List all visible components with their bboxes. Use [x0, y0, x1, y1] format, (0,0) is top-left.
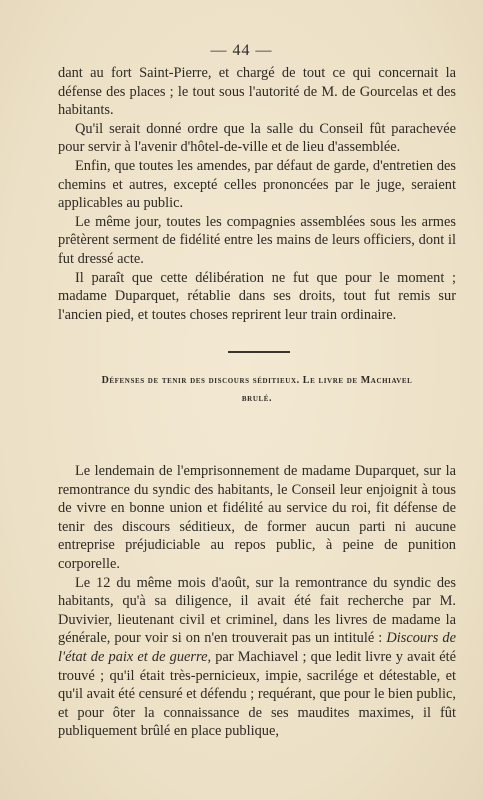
section-heading-line: Défenses de tenir des discours séditieux. Le livre de Machiavel — [101, 375, 413, 386]
paragraph — [58, 574, 456, 741]
paragraph: Enfin, que toutes les amendes, par défaut de garde, d'entretien des chemins et autres, excepté celles prononcées par le juge, seraient applicables au public. — [58, 157, 456, 212]
page-number: — 44 — — [210, 42, 273, 59]
paragraph: dant au fort Saint-Pierre, et chargé de tout ce qui concernait la défense des places ; le tout sous l'autorité de M. de Gourcelas et des habitants. — [58, 65, 456, 119]
section-divider — [228, 351, 290, 353]
body-text-bottom — [58, 462, 456, 741]
section-heading-line: brulé. — [241, 393, 273, 404]
paragraph: Le même jour, toutes les compagnies assemblées sous les armes prêtèrent serment de fidélité entre les mains de leurs officiers, dont il fut dressé acte. — [58, 213, 456, 267]
paragraph-text: , par Machiavel ; que ledit livre y avait été trouvé ; qu'il était très-pernicieux, impie, sacrilége et détestable, et qu'il avait été censuré et défendu ; requérant, que pour le bien public, et pour ôter la connaissance de ses maudites maximes, il fût publiquement brûlé en place publique, — [58, 648, 456, 740]
paragraph: Le lendemain de l'emprisonnement de madame Duparquet, sur la remontrance du syndic des habitants, le Conseil leur enjoignit à tous de vivre en bonne union et fidélité au service du roi, fit défense de tenir des discours séditieux, de former aucun parti ni aucune entreprise préjudiciable au repos public, à peine de punition corporelle. — [58, 463, 456, 572]
paragraph-text: Le 12 du même mois d'août, sur la remontrance du syndic des habitants, qu'à sa diligence, il avait été fait recherche par M. Duvivier, lieutenant civil et criminel, dans les livres de madame la générale, pour voir si on n'en trouverait pas un intitulé : — [58, 574, 456, 647]
paragraph: Qu'il serait donné ordre que la salle du Conseil fût parachevée pour servir à l'avenir d'hôtel-de-ville et de lieu d'assemblée. — [58, 120, 456, 156]
paragraph: Il paraît que cette délibération ne fut que pour le moment ; madame Duparquet, rétablie dans ses droits, tout fut remis sur l'ancien pied, et toutes choses reprirent leur train ordinaire. — [58, 269, 456, 323]
body-text-top — [58, 64, 456, 324]
book-title: Discours de l'état de paix et de guerre — [58, 630, 456, 665]
section-heading — [58, 372, 456, 408]
